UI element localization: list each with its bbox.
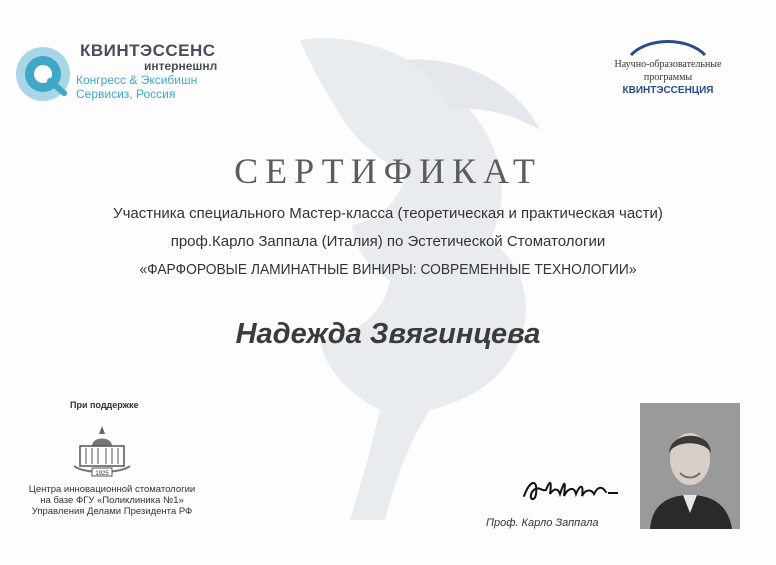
logo-right-line1: Научно-образовательные xyxy=(614,59,722,70)
quintessence-programs-logo xyxy=(598,35,738,105)
logo-left-line3: Конгресс & Эксибишн xyxy=(76,73,198,87)
quintessence-logo-icon xyxy=(14,45,72,103)
logo-right-line3: КВИНТЭССЕНЦИЯ xyxy=(622,85,714,96)
support-organization xyxy=(12,484,212,517)
course-title: «ФАРФОРОВЫЕ ЛАМИНАТНЫЕ ВИНИРЫ: СОВРЕМЕННЫЕ ТЕХНОЛОГИИ» xyxy=(139,261,637,278)
certificate-line-1: Участника специального Мастер-класса (теоретическая и практическая части) xyxy=(113,205,663,222)
certificate-title: СЕРТИФИКАТ xyxy=(234,151,542,191)
logo-right-line2: программы xyxy=(643,72,693,83)
handwritten-signature xyxy=(520,470,625,510)
support-label: При поддержке xyxy=(70,400,139,410)
support-org-line-2: на базе ФГУ «Поликлиника №1» xyxy=(40,495,184,506)
arc-icon xyxy=(628,35,708,57)
building-emblem-icon xyxy=(72,422,132,478)
certificate-line-2: проф.Карло Заппала (Италия) по Эстетической Стоматологии xyxy=(170,233,606,250)
quintessence-international-logo xyxy=(10,35,260,115)
signatory-photo xyxy=(640,403,740,529)
logo-left-line4: Сервисиз, Россия xyxy=(76,87,176,101)
emblem-year: 1925 xyxy=(95,471,109,477)
support-org-line-3: Управления Делами Президента РФ xyxy=(31,506,193,517)
recipient-name: Надежда Звягинцева xyxy=(235,318,541,350)
support-org-line-1: Центра инновационной стоматологии xyxy=(28,484,196,495)
logo-left-subtitle: интернешнл xyxy=(144,59,218,73)
signatory-name: Проф. Карло Заппала xyxy=(486,517,599,529)
logo-left-title: КВИНТЭССЕНС xyxy=(80,41,216,60)
portrait-image xyxy=(640,403,740,529)
